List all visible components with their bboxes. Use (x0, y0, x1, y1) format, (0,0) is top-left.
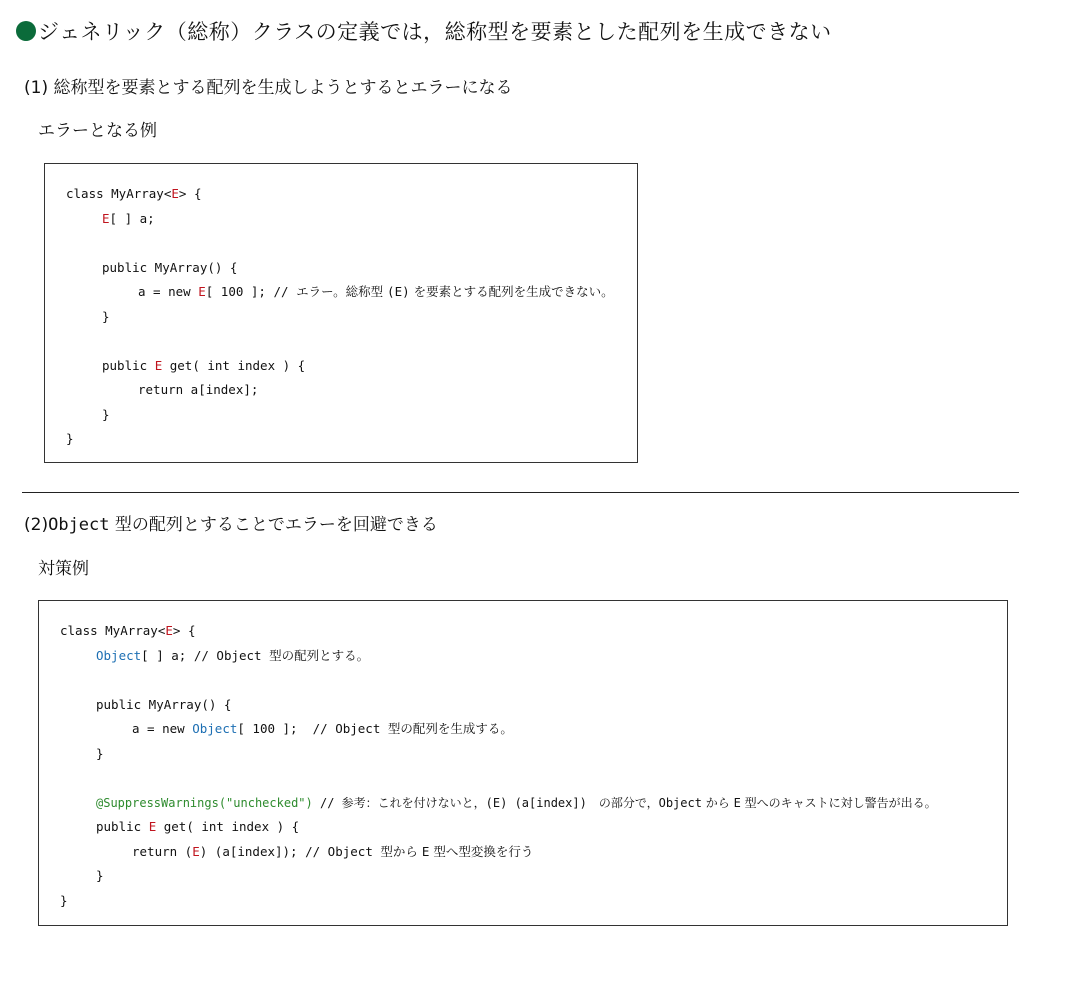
code-line (96, 793, 937, 813)
code-text: } (60, 893, 68, 908)
code-text: return ( (132, 844, 193, 859)
code-text: a = new (132, 721, 193, 736)
code-text: [ 100 ]; // Object (237, 721, 388, 736)
code-text: // (312, 796, 342, 810)
code-text: class MyArray< (66, 186, 172, 201)
code-text: > { (172, 623, 196, 638)
code-comment: の部分で， (586, 796, 659, 810)
code-line (138, 282, 614, 302)
code-line (96, 744, 104, 764)
code-text: get( int index ) { (162, 358, 306, 373)
type-param: E (154, 358, 163, 373)
page-title (16, 16, 832, 48)
code-comment: 参考：これを付けないと， (341, 796, 486, 810)
code-text: public MyArray() { (96, 697, 232, 712)
section-divider (22, 492, 1019, 493)
type-param: E (165, 623, 173, 638)
code-text: } (96, 746, 104, 761)
heading-code: Object (48, 515, 110, 535)
code-line (102, 356, 305, 376)
green-bullet-icon (16, 21, 36, 41)
code-line (132, 719, 513, 739)
object-type: Object (192, 721, 238, 736)
code-line (138, 380, 258, 400)
page-title-text: ジェネリック（総称）クラスの定義では，総称型を要素とした配列を生成できない (38, 20, 832, 44)
code-text: [ ] a; (109, 211, 155, 226)
type-param: E (102, 211, 110, 226)
annotation: @SuppressWarnings("unchecked") (96, 796, 313, 810)
code-line (132, 842, 533, 862)
code-line (66, 429, 74, 449)
code-comment: 型へのキャストに対し警告が出る。 (740, 796, 937, 810)
type-param: E (192, 844, 200, 859)
code-comment: 型から (380, 844, 422, 859)
code-text: E (421, 844, 430, 859)
solution-code-box (38, 600, 1008, 926)
code-line (102, 405, 110, 425)
code-text: public (96, 819, 149, 834)
section2-subheading: 対策例 (38, 559, 89, 579)
code-text: public MyArray() { (102, 260, 238, 275)
code-line (102, 258, 237, 278)
heading-text: 型の配列とすることでエラーを回避できる (109, 515, 438, 535)
code-text: } (102, 309, 110, 324)
code-text: [ ] a; // Object (141, 648, 270, 663)
error-code-box (44, 163, 638, 463)
code-text: (E) (387, 284, 410, 299)
section2-heading (24, 512, 438, 538)
code-line (102, 209, 155, 229)
code-text: } (66, 431, 74, 446)
code-text: > { (178, 186, 202, 201)
code-line (60, 621, 195, 641)
type-param: E (198, 284, 206, 299)
code-line (102, 307, 110, 327)
code-line (96, 646, 369, 666)
code-line (66, 184, 201, 204)
code-comment: を要素とする配列を生成できない。 (409, 284, 614, 299)
code-text: class MyArray< (60, 623, 166, 638)
code-line (96, 866, 104, 886)
code-text: return a[index]; (138, 382, 259, 397)
type-param: E (171, 186, 179, 201)
section1-heading: (1) 総称型を要素とする配列を生成しようとするとエラーになる (24, 78, 513, 98)
code-comment: 型へ型変換を行う (429, 844, 534, 859)
heading-text: (2) (24, 515, 49, 535)
code-comment: 型の配列を生成する。 (387, 721, 513, 736)
code-line (96, 695, 231, 715)
code-text: Object (658, 796, 702, 810)
code-text: [ 100 ]; // (205, 284, 297, 299)
type-param: E (148, 819, 157, 834)
code-line (60, 891, 68, 911)
code-text: } (96, 868, 104, 883)
code-text: ) (a[index]); // Object (199, 844, 381, 859)
code-text: get( int index ) { (156, 819, 300, 834)
object-type: Object (96, 648, 142, 663)
code-comment: 型の配列とする。 (269, 648, 370, 663)
code-comment: から (701, 796, 734, 810)
code-line (96, 817, 299, 837)
code-comment: エラー。総称型 (296, 284, 388, 299)
code-text: E (733, 796, 741, 810)
code-text: public (102, 358, 155, 373)
code-text: a = new (138, 284, 199, 299)
section1-subheading: エラーとなる例 (38, 121, 157, 141)
code-text: } (102, 407, 110, 422)
code-text: (E) (a[index]) (485, 796, 587, 810)
